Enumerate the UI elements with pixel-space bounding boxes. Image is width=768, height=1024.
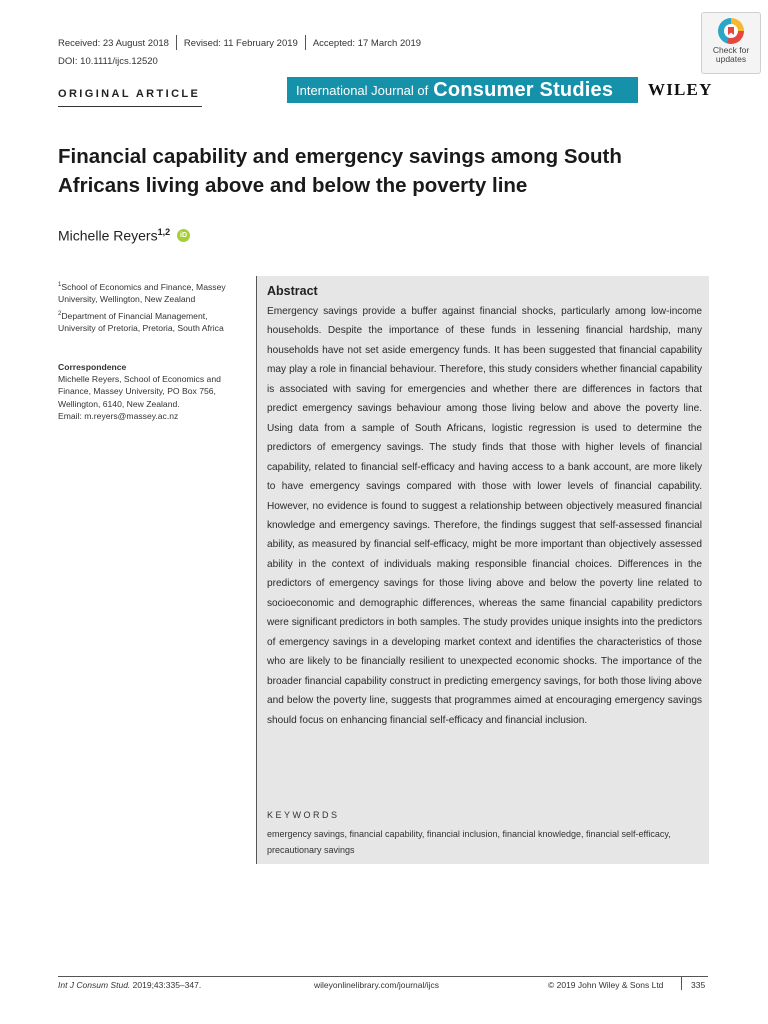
author-line [58, 227, 190, 244]
article-type: ORIGINAL ARTICLE [58, 88, 201, 100]
paper-title: Financial capability and emergency savings among South Africans living above and below the poverty line [58, 145, 622, 197]
footer-divider [58, 976, 708, 977]
journal-prefix: International Journal of [296, 82, 429, 98]
correspondence [58, 361, 244, 422]
correspondence-email[interactable]: Email: m.reyers@massey.ac.nz [58, 410, 179, 421]
affiliation-1 [58, 279, 244, 305]
footer-copyright: © 2019 John Wiley & Sons Ltd [548, 980, 664, 990]
publisher-logo: WILEY [648, 80, 713, 99]
received-date: Received: 23 August 2018 [58, 38, 169, 50]
accepted-date: Accepted: 17 March 2019 [312, 38, 422, 50]
journal-banner [287, 77, 638, 103]
doi[interactable]: DOI: 10.1111/ijcs.12520 [58, 56, 158, 67]
check-for-updates-button[interactable] [701, 12, 761, 74]
citation-journal: Int J Consum Stud. [58, 980, 131, 990]
affiliation-text: School of Economics and Finance, Massey University, Wellington, New Zealand [58, 281, 226, 305]
citation-details: 2019;43:335–347. [130, 980, 202, 990]
revised-date: Revised: 11 February 2019 [183, 38, 298, 50]
correspondence-line: Finance, Massey University, PO Box 756, [58, 386, 216, 397]
correspondence-line: Wellington, 6140, New Zealand. [58, 398, 180, 409]
author-affiliation-markers: 1,2 [157, 227, 171, 237]
orcid-icon[interactable]: iD [177, 229, 190, 242]
keywords-heading: KEYWORDS [267, 810, 340, 820]
correspondence-heading: Correspondence [58, 362, 127, 372]
footer-separator [681, 977, 682, 990]
page-number: 335 [691, 980, 706, 990]
article-type-underline [58, 106, 202, 107]
check-label-line2: updates [715, 54, 747, 64]
affiliation-number: 2 [58, 311, 62, 317]
abstract-text: Emergency savings provide a buffer against financial shocks, particularly among low-income households. Despite the importance of these funds in lessening financial hardship, many households have not set aside emergency funds. It has been suggested that financial capability may play a role in financial behaviour. Therefore, this study considers whether financial capability is associated with saving for emergencies and whether there are differences in factors that predict emergency savings behaviour among those living below and above the poverty line. Using data from a sample of South Africans, logistic regression is used to determine the predictors of emergency savings. The study finds that those with higher levels of financial capability, related to financial self-efficacy and having access to a bank account, are more likely to have emergency savings compared with those with lower levels of financial capability. However, no evidence is found to suggest a relationship between objectively measured financial knowledge and emergency savings. Therefore, the findings suggest that self-assessed financial ability, as measured by financial self-efficacy, might be more important than objectively assessed ability in the context of individuals making responsible financial choices. Differences in the predictors of emergency savings for those living above and below the poverty line related to socioeconomic and demographic differences, whereas the same financial capability predictors were significant predictors in both samples. The study provides unique insights into the predictors of emergency savings in a developing market context and identifies the characteristics of those who are likely to be financially resilient to unexpected economic shocks. The importance of the broader financial capability construct in predicting emergency savings, for both those living above and below the poverty line, suggests that programmes aimed at encouraging emergency savings should focus on enhancing financial self-efficacy and financial inclusion. [267, 306, 702, 726]
affiliation-2 [58, 308, 244, 334]
footer-citation [58, 980, 201, 990]
divider [176, 35, 177, 50]
affiliation-text: Department of Financial Management, University of Pretoria, Pretoria, South Africa [58, 310, 224, 334]
divider [305, 35, 306, 50]
keywords-list: emergency savings, financial capability, financial inclusion, financial knowledge, financial self-efficacy, precautionary savings [267, 829, 671, 855]
check-label-line1: Check for [712, 45, 750, 55]
publication-dates [58, 36, 421, 51]
crossmark-icon [718, 18, 744, 44]
footer-url-link[interactable]: wileyonlinelibrary.com/journal/ijcs [314, 980, 440, 990]
journal-name: Consumer Studies [433, 78, 614, 101]
abstract-heading: Abstract [267, 284, 318, 298]
author-name[interactable]: Michelle Reyers [58, 227, 158, 244]
correspondence-line: Michelle Reyers, School of Economics and [58, 374, 221, 385]
affiliation-number: 1 [58, 282, 62, 288]
